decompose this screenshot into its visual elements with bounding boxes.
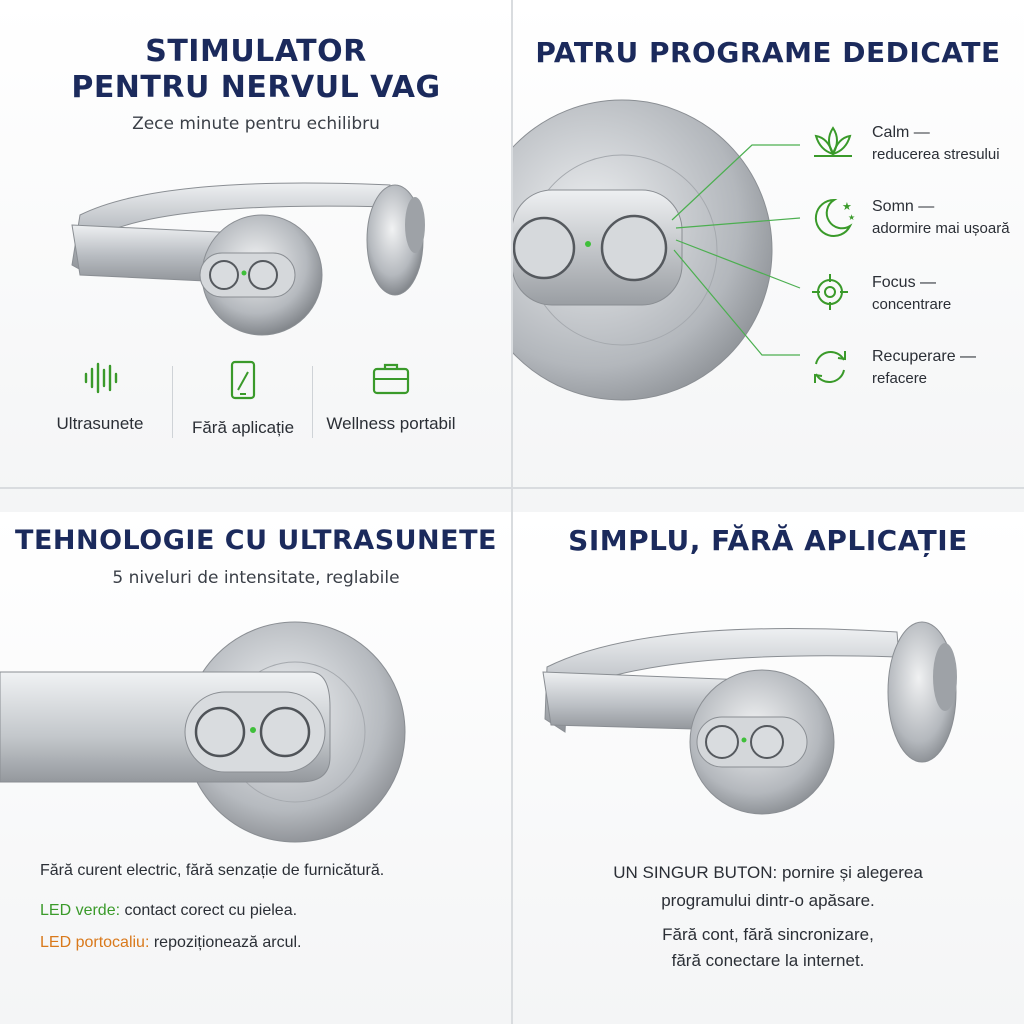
program-sleep-desc: adormire mai ușoară (872, 220, 1010, 237)
feature-ultrasound-label: Ultrasunete (56, 414, 144, 433)
program-focus-desc: concentrare (872, 296, 952, 313)
program-sleep-name: Somn — (872, 198, 935, 215)
feature-no-app (178, 360, 308, 438)
device-image (60, 165, 450, 340)
panel4-line1: UN SINGUR BUTON: pornire și alegerea (613, 863, 923, 882)
led-orange-text: repoziționează arcul. (149, 934, 302, 951)
panel3-subtitle: 5 niveluri de intensitate, reglabile (112, 568, 400, 588)
panel1-title (0, 34, 512, 106)
program-recovery-text (872, 346, 976, 390)
device-side-image (0, 612, 420, 852)
svg-text:★: ★ (848, 213, 856, 222)
briefcase-icon (371, 360, 411, 396)
lotus-icon (808, 122, 858, 162)
phone-icon (228, 360, 258, 400)
panel1-title-line1: STIMULATOR (145, 34, 367, 69)
program-recovery-desc: refacere (872, 370, 928, 387)
panel-overview (0, 0, 512, 512)
panel2-title: PATRU PROGRAME DEDICATE (535, 36, 1001, 69)
panel4-title: SIMPLU, FĂRĂ APLICAȚIE (568, 524, 968, 557)
moon-stars-icon (808, 196, 858, 240)
led-green-text: contact corect cu pielea. (120, 902, 298, 919)
program-recovery-name: Recuperare — (872, 348, 977, 365)
led-green-line (40, 902, 297, 920)
program-calm-desc: reducerea stresului (872, 146, 1000, 163)
panel4-line3: Fără cont, fără sincronizare, (662, 925, 874, 944)
feature-divider (312, 366, 313, 438)
vertical-divider (511, 0, 513, 1024)
feature-divider (172, 366, 173, 438)
panel3-note: Fără curent electric, fără senzație de furnicătură. (40, 862, 385, 879)
horizontal-divider (0, 487, 1024, 489)
device-angle-image (537, 607, 977, 837)
callout-lines (662, 140, 812, 370)
refresh-icon (808, 346, 858, 390)
program-focus-name: Focus — (872, 274, 937, 291)
panel-simple (512, 512, 1024, 1024)
feature-no-app-label: Fără aplicație (191, 418, 295, 437)
program-sleep-text (872, 196, 1010, 240)
led-green-label: LED verde: (40, 902, 121, 919)
panel4-line2: programului dintr-o apăsare. (661, 891, 875, 910)
target-icon (808, 272, 858, 316)
feature-portable (318, 360, 464, 434)
panel1-subtitle: Zece minute pentru echilibru (132, 114, 380, 134)
program-calm-name: Calm — (872, 124, 930, 141)
feature-ultrasound (40, 360, 160, 434)
panel3-title: TEHNOLOGIE CU ULTRASUNETE (15, 525, 497, 556)
feature-portable-label: Wellness portabil (326, 414, 456, 433)
led-orange-label: LED portocaliu: (40, 934, 150, 951)
program-calm-text (872, 122, 1000, 166)
led-orange-line (40, 934, 301, 952)
panel-technology (0, 512, 512, 1024)
program-focus-text (872, 272, 951, 316)
svg-text:★: ★ (842, 200, 852, 213)
panel1-title-line2: PENTRU NERVUL VAG (71, 70, 441, 105)
soundwave-icon (80, 360, 120, 396)
panel4-line4: fără conectare la internet. (671, 951, 865, 970)
panel-programs (512, 0, 1024, 512)
